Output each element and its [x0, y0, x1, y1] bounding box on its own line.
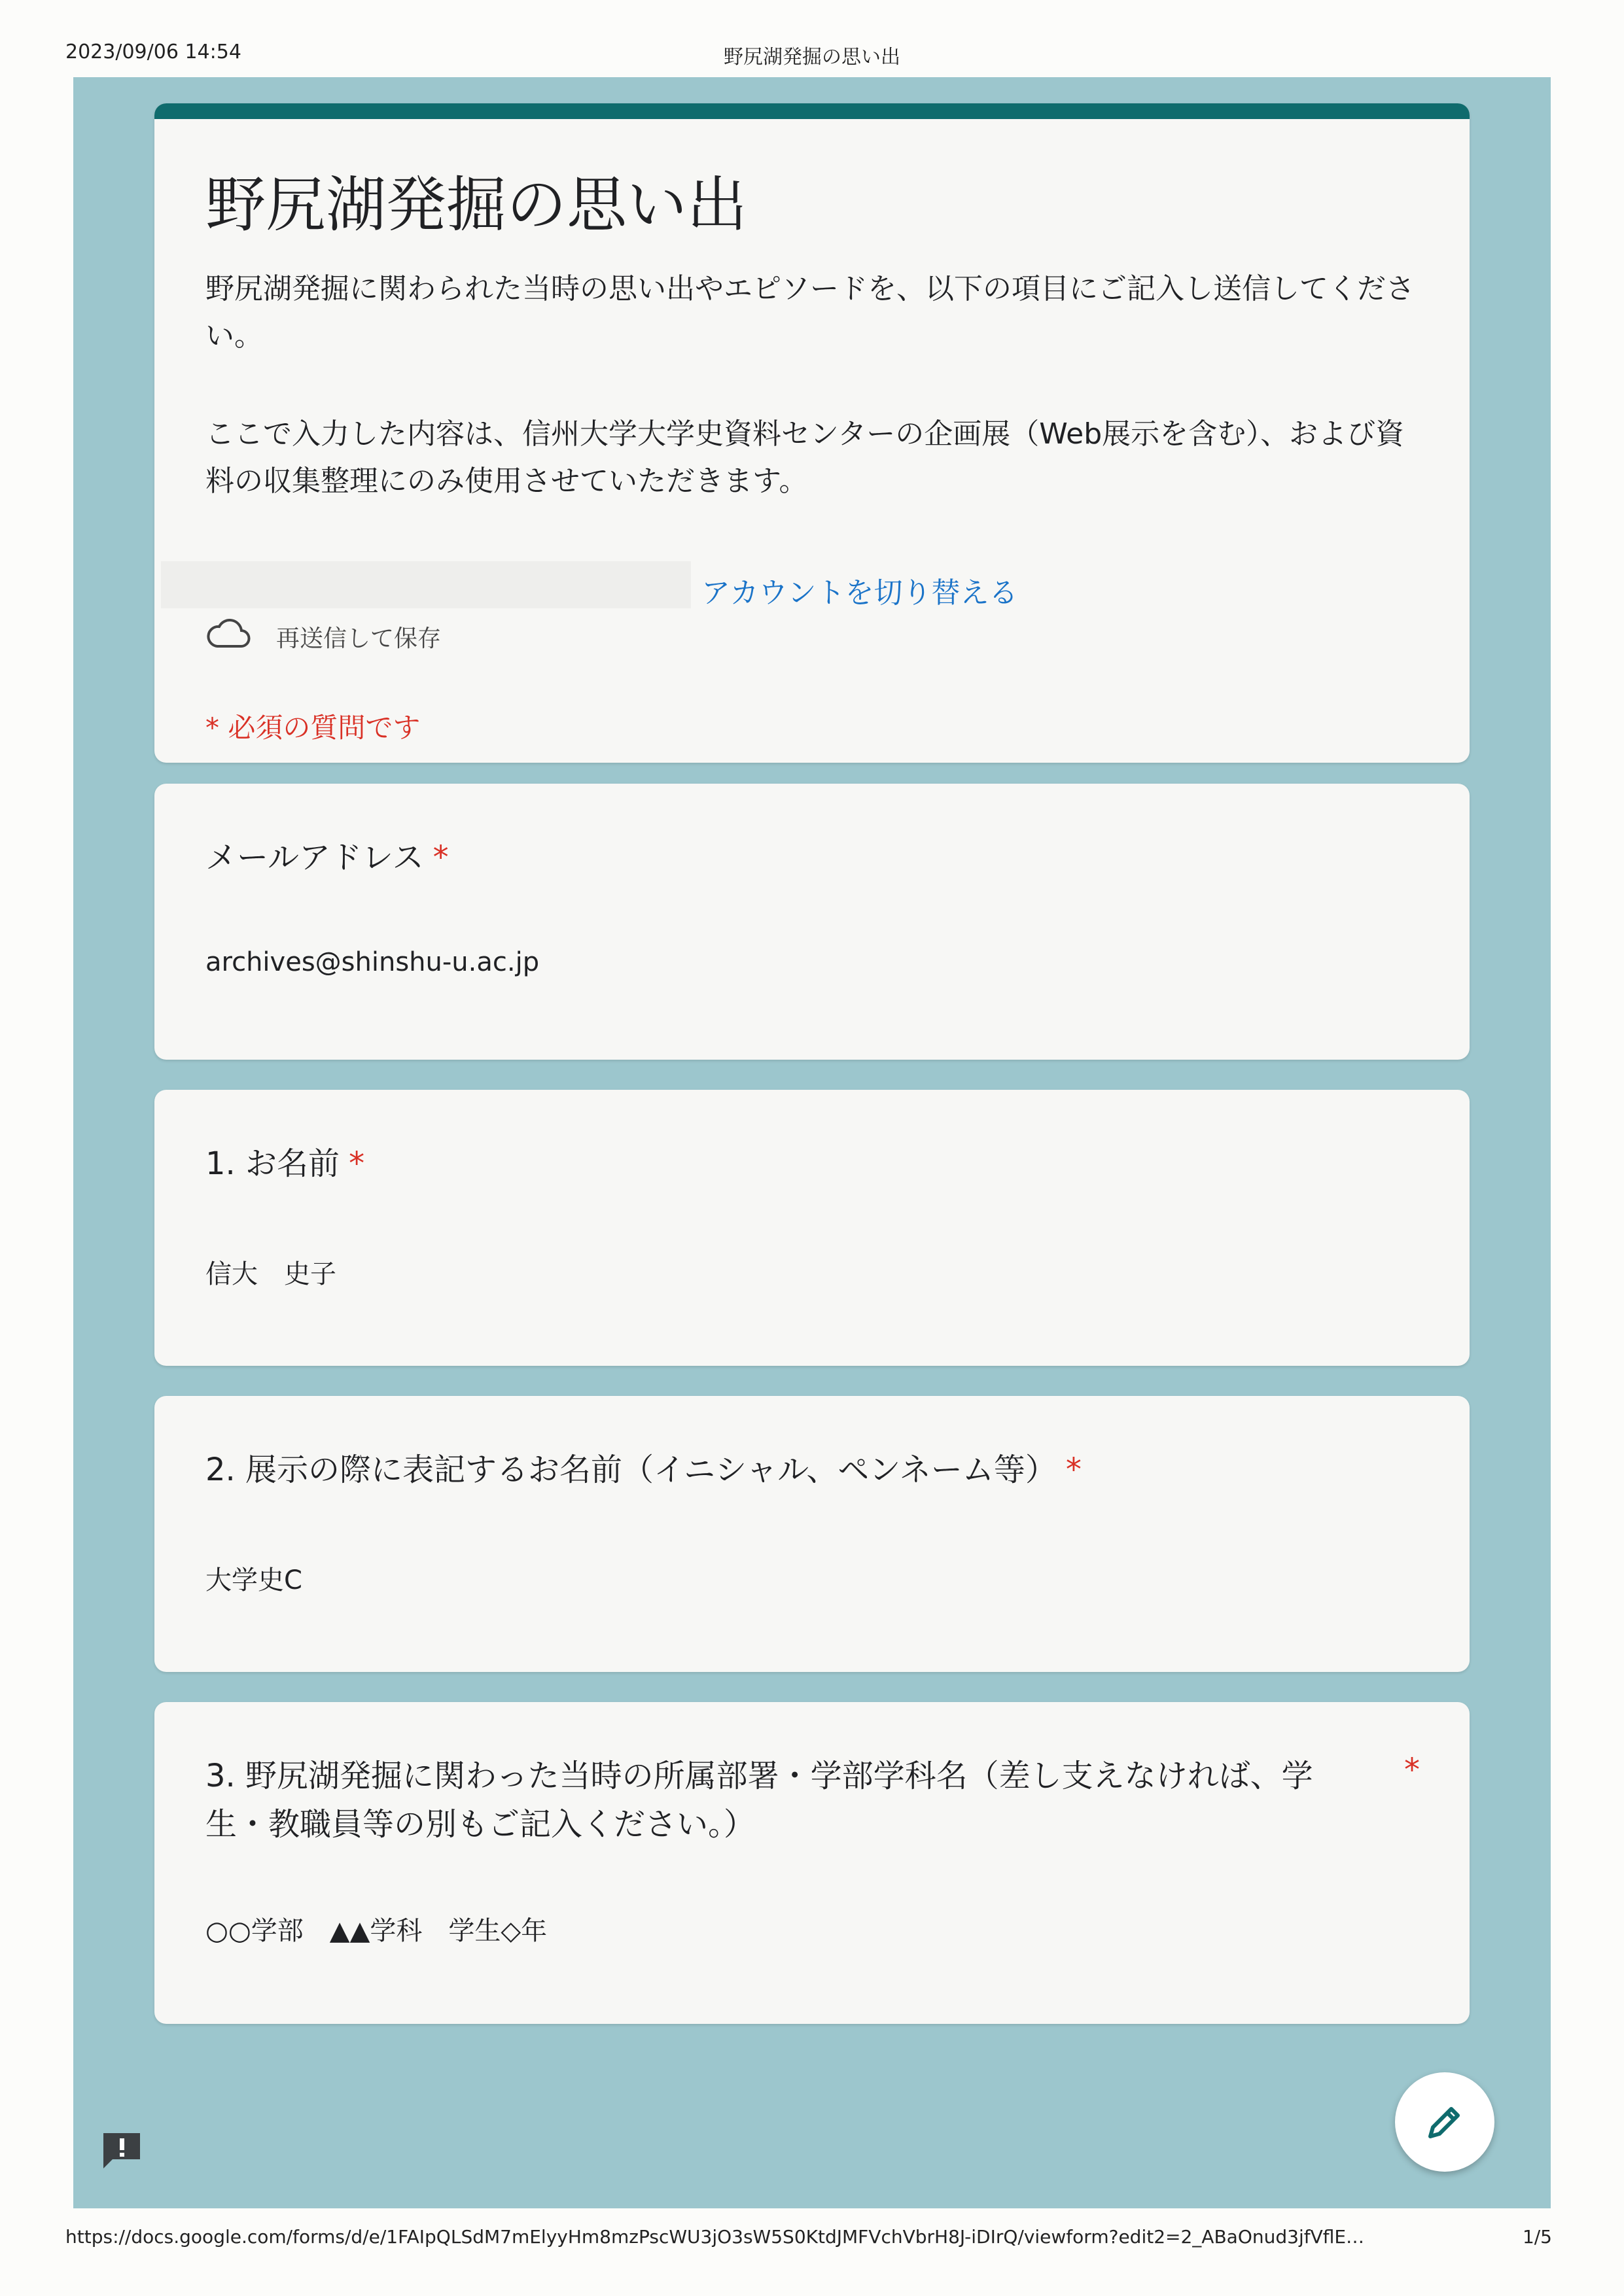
print-page-title: 野尻湖発掘の思い出	[724, 46, 900, 69]
print-page-number: 1/5	[1522, 2226, 1552, 2248]
form-title: 野尻湖発掘の思い出	[205, 170, 748, 240]
question-title	[205, 833, 1416, 882]
print-header	[0, 0, 1624, 72]
save-status-label: 再送信して保存	[276, 625, 442, 652]
form-background	[73, 77, 1551, 2208]
switch-account-link[interactable]: アカウントを切り替える	[701, 576, 1018, 610]
required-star: *	[349, 1145, 365, 1182]
feedback-icon	[99, 2128, 145, 2174]
question-label: メールアドレス	[205, 839, 424, 876]
question-card-email	[154, 784, 1470, 1060]
cloud-icon	[205, 617, 251, 649]
feedback-button[interactable]	[99, 2128, 145, 2174]
pencil-icon	[1424, 2101, 1466, 2143]
required-note: * 必須の質問です	[205, 712, 421, 744]
edit-response-button[interactable]	[1395, 2072, 1494, 2172]
form-header-card	[154, 103, 1470, 763]
print-footer	[0, 2221, 1624, 2260]
question-title	[205, 1446, 1416, 1494]
form-description-2: ここで入力した内容は、信州大学大学史資料センターの企画展（Web展示を含む）、および資料の収集整理にのみ使用させていただきます。	[205, 417, 1405, 498]
required-star: *	[432, 839, 449, 876]
question-title: 3. 野尻湖発掘に関わった当時の所属部署・学部学科名（差し支えなければ、学生・教職員等の別もご記入ください。）	[205, 1758, 1313, 1843]
print-datetime: 2023/09/06 14:54	[65, 41, 241, 63]
answer-email: archives@shinshu-u.ac.jp	[205, 947, 540, 977]
question-card-display-name	[154, 1396, 1470, 1672]
question-card-affiliation	[154, 1702, 1470, 2024]
answer-display-name: 大学史C	[205, 1565, 302, 1595]
print-url: https://docs.google.com/forms/d/e/1FAIpQLSdM7mElyyHm8mzPscWU3jO3sW5S0KtdJMFVchVbrH8J-iDIrQ/viewform?edit2=2_ABaOnud3jfVflE…	[65, 2226, 1365, 2248]
form-accent-bar	[154, 103, 1470, 119]
answer-affiliation: ○○学部 ▲▲学科 学生◇年	[205, 1916, 548, 1946]
question-label: 1. お名前	[205, 1145, 340, 1182]
account-row	[161, 555, 1417, 614]
form-description-1: 野尻湖発掘に関わられた当時の思い出やエピソードを、以下の項目にご記入し送信してください。	[205, 272, 1415, 353]
required-star: *	[1065, 1452, 1082, 1488]
answer-name: 信大 史子	[205, 1259, 336, 1289]
required-star: *	[1404, 1752, 1420, 1788]
question-label: 2. 展示の際に表記するお名前（イニシャル、ペンネーム等）	[205, 1452, 1057, 1488]
question-card-name	[154, 1090, 1470, 1366]
question-title	[205, 1139, 1416, 1188]
account-email-redacted	[161, 561, 691, 608]
